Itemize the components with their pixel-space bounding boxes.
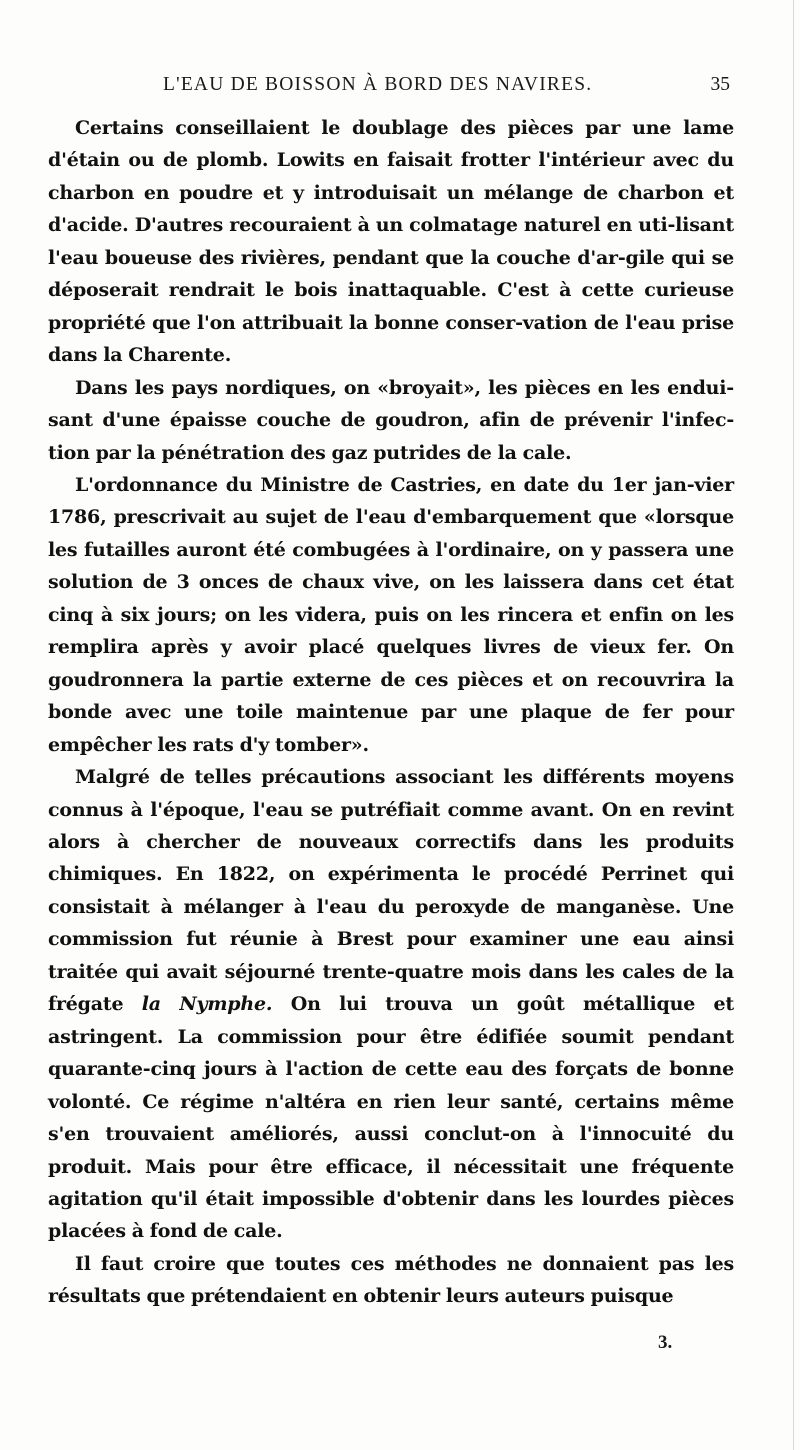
ship-name: la Nymphe. bbox=[141, 993, 273, 1016]
paragraph-precautions-part-2: On lui trouva un goût métallique et astringent. La commission pour être édifiée soumit pendant quarante-cinq jours à l'action de cette eau des forçats de bonne volonté. Ce régime n'altéra en rien leur santé, certains même s'en trouvaient améliorés, aussi conclut-on à l'innocuité du produit. Mais pour être efficace, il nécessitait une fréquente agitation qu'il était impossible d'obtenir dans les lourdes pièces placées à fond de cale. bbox=[48, 993, 734, 1243]
page-edge bbox=[793, 0, 794, 1450]
page-header bbox=[48, 74, 734, 106]
body-text bbox=[48, 112, 734, 1313]
running-title: L'EAU DE BOISSON À BORD DES NAVIRES. bbox=[163, 74, 593, 95]
paragraph-ordonnance: L'ordonnance du Ministre de Castries, en date du 1er jan-vier 1786, prescrivait au sujet de l'eau d'embarquement que «lorsque les futailles auront été combugées à l'ordinaire, on y passera une solution de 3 onces de chaux vive, on les laissera dans cet état cinq à six jours; on les videra, puis on les rincera et enfin on les remplira après y avoir placé quelques livres de vieux fer. On goudronnera la partie externe de ces pièces et on recouvrira la bonde avec une toile maintenue par une plaque de fer pour empêcher les rats d'y tomber». bbox=[48, 473, 734, 756]
paragraph-pays-nordiques: Dans les pays nordiques, on «broyait», les pièces en les endui-sant d'une épaisse couche de goudron, afin de prévenir l'infec-tion par la pénétration des gaz putrides de la cale. bbox=[48, 376, 734, 464]
signature-mark: 3. bbox=[658, 1332, 673, 1353]
paragraph-precautions-part-1: Malgré de telles précautions associant les différents moyens connus à l'époque, l'eau se putréfiait comme avant. On en revint alors à chercher de nouveaux correctifs dans les produits chimiques. En 1822, on expérimenta le procédé Perrinet qui consistait à mélanger à l'eau du peroxyde de manganèse. Une commission fut réunie à Brest pour examiner une eau ainsi traitée qui avait séjourné trente-quatre mois dans les cales de la frégate bbox=[48, 766, 734, 1016]
paragraph-doublage: Certains conseillaient le doublage des pièces par une lame d'étain ou de plomb. Lowits en faisait frotter l'intérieur avec du charbon en poudre et y introduisait un mélange de charbon et d'acide. D'autres recouraient à un colmatage naturel en uti-lisant l'eau boueuse des rivières, pendant que la couche d'ar-gile qui se déposerait rendrait le bois inattaquable. C'est à cette curieuse propriété que l'on attribuait la bonne conser-vation de l'eau prise dans la Charente. bbox=[48, 117, 734, 367]
page-number: 35 bbox=[710, 74, 730, 95]
paragraph-methodes: Il faut croire que toutes ces méthodes ne donnaient pas les résultats que prétendaient en obtenir leurs auteurs puisque bbox=[48, 1252, 734, 1308]
paragraph-precautions bbox=[48, 761, 734, 1248]
